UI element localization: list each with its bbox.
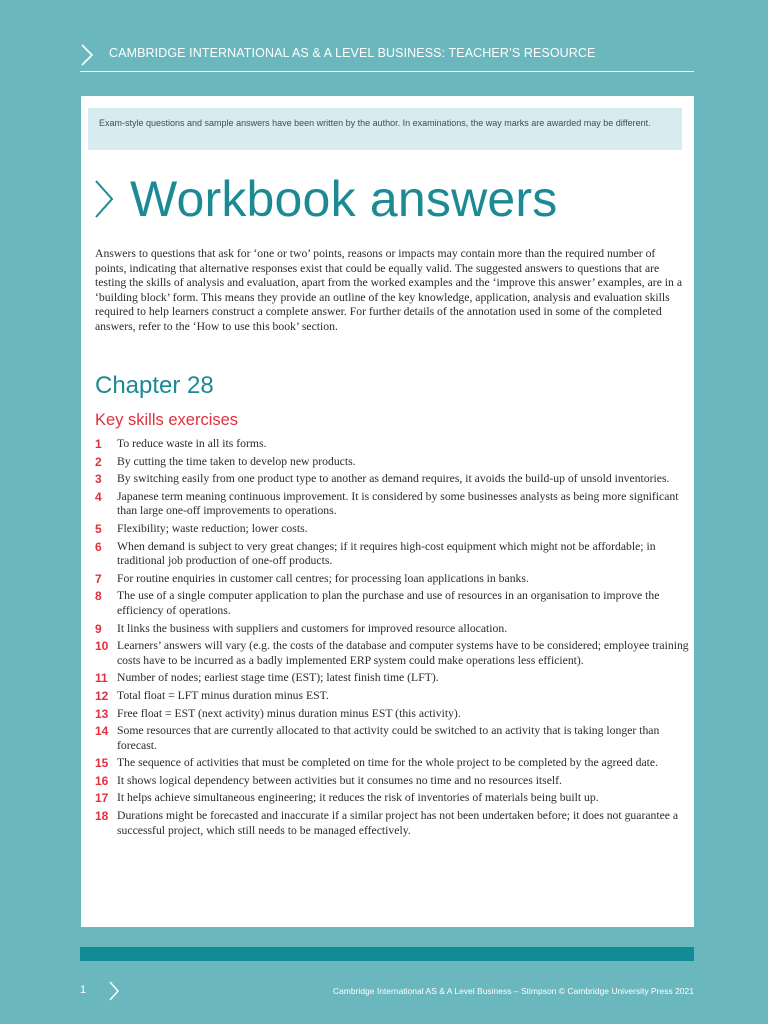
answer-number: 1 [95, 437, 102, 451]
answer-number: 16 [95, 773, 109, 788]
answer-item [95, 707, 691, 722]
answer-text: To reduce waste in all its forms. [117, 437, 267, 450]
answer-item [95, 774, 691, 789]
answer-text: For routine enquiries in customer call centres; for processing loan applications in banks. [117, 571, 529, 585]
answer-item [95, 671, 691, 686]
answer-text: The use of a single computer application to plan the purchase and use of resources in an organisation to improve the efficiency of operations. [117, 589, 660, 617]
answer-number: 17 [95, 791, 109, 806]
chevron-right-icon [93, 179, 115, 219]
answer-text: It shows logical dependency between activities but it consumes no time and no resources itself. [117, 773, 562, 787]
answer-item [95, 589, 691, 618]
footer-credit: Cambridge International AS & A Level Business – Stimpson © Cambridge University Press 2021 [332, 986, 694, 996]
answer-text: Flexibility; waste reduction; lower costs. [117, 521, 308, 535]
answer-item [95, 791, 691, 806]
answer-item [95, 455, 691, 470]
answer-item [95, 572, 691, 587]
answer-item [95, 522, 691, 537]
answer-number: 14 [95, 724, 109, 739]
answer-item [95, 689, 691, 704]
answer-item [95, 472, 691, 487]
answer-number: 7 [95, 571, 102, 586]
answer-item [95, 490, 691, 519]
answer-number: 8 [95, 589, 102, 604]
answer-number: 15 [95, 756, 109, 771]
answer-item [95, 622, 691, 637]
answer-text: By switching easily from one product type to another as demand requires, it avoids the build-up of unsold inventories. [117, 472, 670, 486]
header-title: CAMBRIDGE INTERNATIONAL AS & A LEVEL BUSINESS: TEACHER’S RESOURCE [109, 46, 596, 60]
answer-number: 11 [95, 671, 108, 686]
page-number: 1 [80, 984, 87, 996]
answer-number: 2 [95, 454, 102, 469]
answer-item [95, 437, 691, 452]
answer-number: 3 [95, 472, 102, 487]
answer-number: 6 [95, 539, 102, 554]
answer-text: Free float = EST (next activity) minus duration minus EST (this activity). [117, 706, 461, 720]
answer-text: Some resources that are currently allocated to that activity could be switched to an activity that is taking longer than forecast. [117, 724, 660, 752]
answer-item [95, 809, 691, 838]
answer-number: 18 [95, 809, 109, 824]
answer-item [95, 724, 691, 753]
answer-number: 13 [95, 706, 109, 721]
chevron-right-icon [80, 43, 94, 67]
answer-text: By cutting the time taken to develop new products. [117, 454, 356, 468]
bottom-bar [80, 947, 694, 961]
answer-number: 5 [95, 521, 102, 536]
exam-note: Exam-style questions and sample answers have been written by the author. In examinations, the way marks are awarded may be different. [88, 108, 682, 150]
answer-item [95, 540, 691, 569]
header-divider [80, 71, 694, 72]
answer-text: Total float = LFT minus duration minus EST. [117, 688, 329, 702]
answer-text: Learners’ answers will vary (e.g. the costs of the database and computer systems have to be considered; employee training costs have to be incurred as a badly implemented ERP system could make operations less efficient). [117, 639, 689, 667]
answer-text: When demand is subject to very great changes; if it requires high-cost equipment which might not be affordable; in traditional job production of one-off products. [117, 539, 656, 568]
running-header [80, 40, 694, 72]
answer-text: The sequence of activities that must be completed on time for the whole project to be completed by the agreed date. [117, 756, 659, 770]
chevron-right-icon [108, 980, 120, 1002]
answer-number: 12 [95, 688, 109, 703]
chapter-heading: Chapter 28 [95, 372, 214, 399]
answer-text: It links the business with suppliers and customers for improved resource allocation. [117, 621, 508, 635]
answer-text: It helps achieve simultaneous engineering; it reduces the risk of inventories of materials being built up. [117, 791, 599, 805]
answer-text: Durations might be forecasted and inaccurate if a similar project has not been undertaken before; it does not guarantee a successful project, which still needs to be managed effectively. [117, 809, 679, 837]
answer-number: 10 [95, 639, 109, 654]
answers-list [95, 437, 691, 841]
intro-paragraph: Answers to questions that ask for ‘one or two’ points, reasons or impacts may contain more than the required number of points, indicating that alternative responses exist that could be equally valid. The suggested answers to questions that are testing the skills of analysis and evaluation, apart from the worked examples and the ‘improve this answer’ examples, are in a ‘building block’ form. This means they provide an outline of the key knowledge, application, analysis and evaluation skills required to help learners construct a complete answer. For further details of the annotation used in some of the completed answers, refer to the ‘How to use this book’ section. [95, 247, 683, 333]
main-title-text: Workbook answers [130, 171, 558, 227]
answer-number: 4 [95, 489, 102, 504]
answer-item [95, 756, 691, 771]
answer-text: Number of nodes; earliest stage time (EST); latest finish time (LFT). [117, 671, 439, 685]
page-content [81, 96, 694, 927]
answer-item [95, 639, 691, 668]
answer-text: Japanese term meaning continuous improvement. It is considered by some businesses analysts as being more significant than large one-off improvements to operations. [117, 489, 679, 518]
answer-number: 9 [95, 621, 102, 636]
section-heading: Key skills exercises [95, 411, 239, 429]
